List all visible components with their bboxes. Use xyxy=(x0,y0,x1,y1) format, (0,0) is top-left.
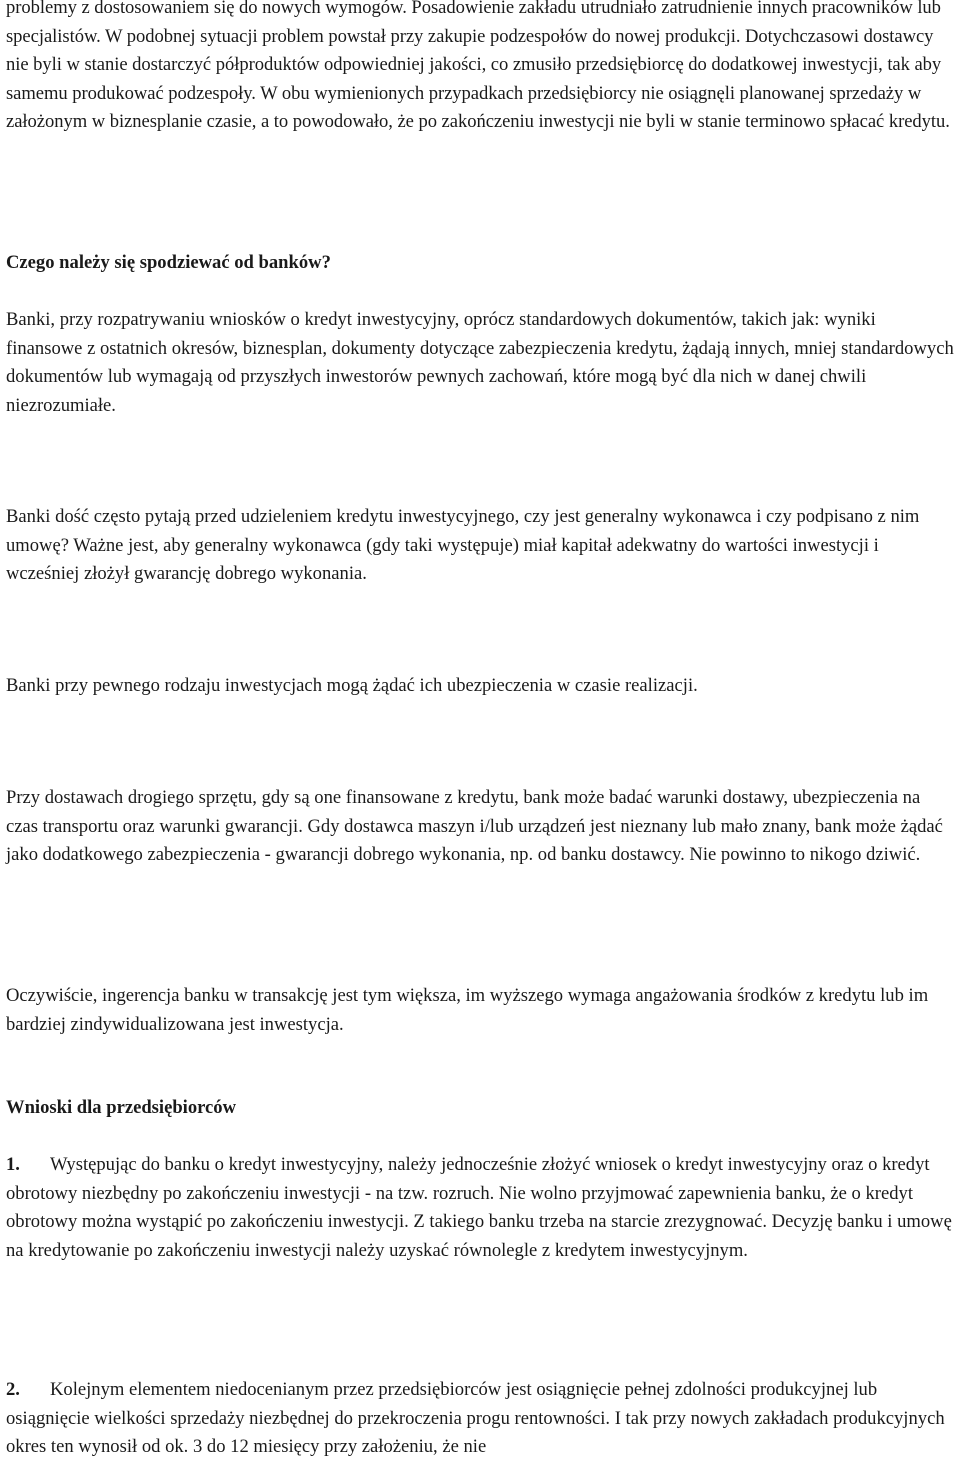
paragraph-insurance: Banki przy pewnego rodzaju inwestycjach mogą żądać ich ubezpieczenia w czasie realizacji. xyxy=(6,675,698,696)
list-item-number: 2. xyxy=(6,1379,20,1400)
paragraph-banks-documents: Banki, przy rozpatrywaniu wniosków o kredyt inwestycyjny, oprócz standardowych dokumentów, takich jak: wyniki finansowe z ostatnich okresów, biznesplan, dokumenty dotyczące zabezpieczenia kredytu, żądają innych, mniej standardowych dokumentów lub wymagają od przyszłych inwestorów pewnych zachowań, które mogą być dla nich w danej chwili niezrozumiałe. xyxy=(6,309,954,416)
section-heading-conclusions: Wnioski dla przedsiębiorców xyxy=(6,1097,237,1118)
list-item-2 xyxy=(6,1376,956,1462)
section-heading-banks: Czego należy się spodziewać od banków? xyxy=(6,252,331,273)
list-item-text: Kolejnym elementem niedocenianym przez przedsiębiorców jest osiągnięcie pełnej zdolności produkcyjnej lub osiągnięcie wielkości sprzedaży niezbędnej do przekroczenia progu rentowności. I tak przy nowych zakładach produkcyjnych okres ten wynosił od ok. 3 do 12 miesięcy przy założeniu, że nie xyxy=(6,1379,945,1457)
list-item-1 xyxy=(6,1151,956,1265)
paragraph-general-contractor: Banki dość często pytają przed udzieleniem kredytu inwestycyjnego, czy jest generalny wykonawca i czy podpisano z nim umowę? Ważne jest, aby generalny wykonawca (gdy taki występuje) miał kapitał adekwatny do wartości inwestycji i wcześniej złożył gwarancję dobrego wykonania. xyxy=(6,506,920,584)
paragraph-equipment-delivery: Przy dostawach drogiego sprzętu, gdy są one finansowane z kredytu, bank może badać warunki dostawy, ubezpieczenia na czas transportu oraz warunki gwarancji. Gdy dostawca maszyn i/lub urządzeń jest nieznany lub mało znany, bank może żądać jako dodatkowego zabezpieczenia - gwarancji dobrego wykonania, np. od banku dostawcy. Nie powinno to nikogo dziwić. xyxy=(6,787,943,865)
paragraph-intro: problemy z dostosowaniem się do nowych wymogów. Posadowienie zakładu utrudniało zatrudnienie innych pracowników lub specjalistów. W podobnej sytuacji problem powstał przy zakupie podzespołów do nowej produkcji. Dotychczasowi dostawcy nie byli w stanie dostarczyć półproduktów odpowiedniej jakości, co zmusiło przedsiębiorcę do dodatkowej inwestycji, tak aby samemu produkować podzespoły. W obu wymienionych przypadkach przedsiębiorcy nie osiągnęli planowanej sprzedaży w założonym w biznesplanie czasie, a to powodowało, że po zakończeniu inwestycji nie byli w stanie terminowo spłacać kredytu. xyxy=(6,0,950,132)
list-item-number: 1. xyxy=(6,1154,20,1175)
paragraph-bank-involvement: Oczywiście, ingerencja banku w transakcję jest tym większa, im wyższego wymaga angażowania środków z kredytu lub im bardziej zindywidualizowana jest inwestycja. xyxy=(6,985,929,1035)
list-item-text: Występując do banku o kredyt inwestycyjny, należy jednocześnie złożyć wniosek o kredyt inwestycyjny oraz o kredyt obrotowy niezbędny po zakończeniu inwestycji - na tzw. rozruch. Nie wolno przyjmować zapewnienia banku, że o kredyt obrotowy można wystąpić po zakończeniu inwestycji. Z takiego banku trzeba na starcie zrezygnować. Decyzję banku i umowę na kredytowanie po zakończeniu inwestycji należy uzyskać równolegle z kredytem inwestycyjnym. xyxy=(6,1154,952,1261)
